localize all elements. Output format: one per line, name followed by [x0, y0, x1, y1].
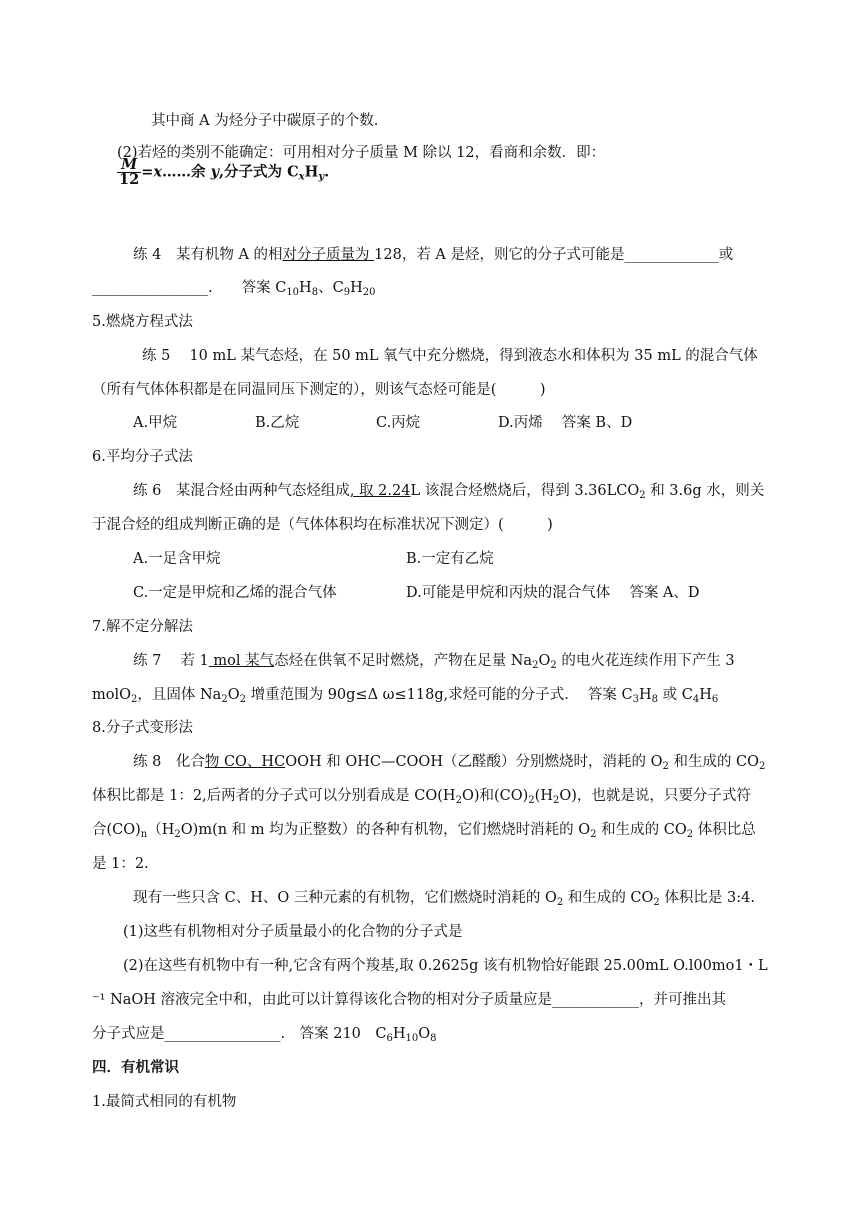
exercise-6: 练 6 某混合烃由两种气态烃组成, 取 2.24L 该混合烃燃烧后，得到 $3.36LCO_2$ 和 3.6g 水，则关	[133, 483, 765, 501]
exercise-4: 练 4 某有机物 A 的相对分子质量为 128，若 A 是烃，则它的分子式可能是_____________或	[133, 247, 734, 263]
option-d: D.丙烯 答案 B、D	[498, 415, 633, 431]
option-b: B.乙烷	[255, 415, 300, 431]
section-heading: 5.燃烧方程式法	[92, 314, 193, 330]
exercise-7: 练 7 若 1 mol 某气态烃在供氧不足时燃烧，产物在足量 $Na_2O_2$ 的电火花连续作用下产生 3	[133, 653, 735, 671]
exercise-8: 练 8 化合物 CO、HCOOH 和 OHC—COOH（乙醛酸）分别燃烧时，消耗的 $O_2$ 和生成的 $CO_2$	[133, 754, 766, 772]
section-heading: 1.最简式相同的有机物	[92, 1094, 237, 1110]
question-2: (2)在这些有机物中有一种,它含有两个羧基,取 0.2625g 该有机物恰好能跟 25.00mL O.l00mo1・L	[123, 958, 768, 974]
text-line: 现有一些只含 C、H、O 三种元素的有机物，它们燃烧时消耗的 $O_2$ 和生成的 $CO_2$ 体积比是 3:4.	[133, 890, 755, 908]
option-c: C.一定是甲烷和乙烯的混合气体	[133, 585, 337, 601]
option-b: B.一定有乙烷	[406, 551, 494, 567]
text-line: 体积比都是 1：2,后两者的分子式可以分别看成是 $CO(H_2O)$和$(CO)_2(H_2O)$，也就是说，只要分子式符	[92, 788, 751, 806]
section-heading: 6.平均分子式法	[92, 449, 193, 465]
text-line: ⁻¹ NaOH 溶液完全中和，由此可以计算得该化合物的相对分子质量应是____________，并可推出其	[92, 992, 727, 1008]
text-line: (2)若烃的类别不能确定：可用相对分子质量 M 除以 12，看商和余数．即：	[117, 145, 606, 161]
text-line: 于混合烃的组成判断正确的是（气体体积均在标准状况下测定）( )	[92, 517, 553, 533]
text-line: （所有气体体积都是在同温同压下测定的），则该气态烃可能是( )	[92, 382, 546, 398]
text-line: 是 1：2.	[92, 856, 149, 872]
answer-4: ________________. 答案 $C_{10}H_8$、$C_9H_{20}$	[92, 280, 376, 298]
section-heading: 7.解不定分解法	[92, 619, 193, 635]
question-1: (1)这些有机物相对分子质量最小的化合物的分子式是	[123, 924, 463, 940]
formula-line: $\frac{M}{12}$ =x……余 y,分子式为 $C_xH_y$.	[119, 156, 330, 188]
chapter-heading: 四．有机常识	[92, 1059, 179, 1076]
section-heading: 8.分子式变形法	[92, 720, 193, 736]
answer-8: 分子式应是________________. 答案 210 $C_6H_{10}O_8$	[92, 1026, 437, 1044]
text-line: 其中商 A 为烃分子中碳原子的个数.	[151, 113, 379, 129]
text-line: molO$_2$，且固体 $Na_2O_2$ 增重范围为 90g≤Δ ω≤118g,求烃可能的分子式. 答案 $C_3H_8$ 或 $C_4H_6$	[92, 687, 719, 705]
option-a: A.一足含甲烷	[133, 551, 221, 567]
text-line: 合$(CO)_n(H_2O)m(n$ 和 m 均为正整数）的各种有机物，它们燃烧时消耗的 $O_2$ 和生成的 $CO_2$ 体积比总	[92, 822, 756, 840]
option-d: D.可能是甲烷和丙炔的混合气体 答案 A、D	[406, 585, 700, 601]
exercise-5: 练 5 10 mL 某气态烃，在 50 mL 氧气中充分燃烧，得到液态水和体积为 35 mL 的混合气体	[142, 348, 758, 364]
fraction: $\frac{M}{12}$	[119, 156, 140, 188]
option-a: A.甲烷	[133, 415, 178, 431]
option-c: C.丙烷	[376, 415, 421, 431]
